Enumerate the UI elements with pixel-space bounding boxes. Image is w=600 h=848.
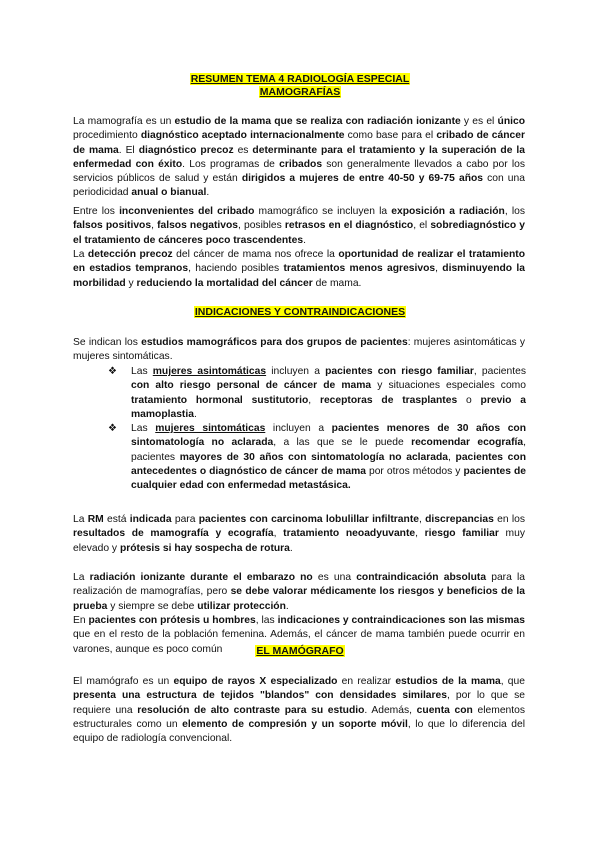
- bold-term: pacientes con carcinoma lobulillar infiltrante: [198, 514, 419, 525]
- bold-term: indicada: [129, 514, 172, 525]
- text-run: ,: [435, 263, 443, 275]
- text-run: de mama.: [312, 277, 362, 289]
- text-run: . Los programas de: [182, 158, 280, 170]
- bold-term: utilizar protección: [197, 600, 286, 612]
- text-run: como base para el: [344, 130, 437, 142]
- intro-paragraph-1: [73, 115, 525, 201]
- bold-term: anual o bianual: [131, 187, 207, 199]
- text-run: Las: [131, 423, 156, 435]
- text-run: . El: [118, 144, 139, 156]
- text-run: ,: [273, 528, 284, 540]
- text-run: , haciendo posibles: [188, 263, 284, 275]
- text-run: procedimiento: [73, 130, 141, 142]
- diamond-bullet-icon: ❖: [108, 423, 117, 435]
- section-heading-mamografo-text: EL MAMÓGRAFO: [256, 645, 344, 657]
- bold-term: elemento de compresión y un soporte móvil: [182, 718, 408, 730]
- text-run: está: [103, 514, 130, 525]
- bold-term: pacientes menores de 30 años con sintomatología no aclarada: [131, 423, 526, 449]
- text-run: , las: [255, 615, 278, 626]
- text-run: , posibles: [238, 220, 285, 232]
- bold-term: con alto riesgo personal de cáncer de mama: [131, 380, 372, 392]
- text-run: Se indican los: [73, 337, 142, 348]
- text-run: y situaciones especiales como: [371, 380, 526, 392]
- text-run: en los: [493, 514, 525, 525]
- bold-term: resultados de mamografía y ecografía: [73, 528, 274, 540]
- text-run: La: [73, 514, 88, 525]
- text-run: .: [303, 234, 306, 246]
- bold-term: previo a mamoplastia: [131, 394, 526, 420]
- text-run: y siempre se debe: [107, 600, 198, 612]
- underlined-term: mujeres asintomáticas: [152, 366, 267, 377]
- text-run: Las: [131, 366, 153, 377]
- text-run: Entre los: [73, 206, 120, 217]
- bold-term: tratamientos menos agresivos: [283, 263, 436, 275]
- bold-term: detección precoz: [87, 249, 173, 260]
- text-run: y: [125, 277, 137, 289]
- bold-term: diagnóstico precoz: [138, 144, 234, 156]
- bold-term: estudio de la mama que se realiza con radiación ionizante: [174, 116, 461, 127]
- text-run: , que: [500, 676, 525, 687]
- text-run: , lo que lo diferencia del equipo de radiología convencional.: [73, 718, 525, 745]
- text-run: incluyen a: [266, 366, 326, 377]
- bold-term: determinante para el tratamiento y la superación de la enfermedad con éxito: [73, 144, 525, 170]
- bold-term: pacientes con prótesis u hombres: [88, 615, 256, 626]
- text-run: elementos estructurales como un: [73, 704, 526, 730]
- text-run: o: [457, 394, 481, 406]
- text-run: es una: [312, 572, 357, 583]
- bold-term: cribados: [279, 158, 323, 170]
- patient-groups-list: [108, 365, 526, 494]
- text-run: La: [73, 572, 90, 583]
- bold-term: retrasos en el diagnóstico: [284, 220, 414, 232]
- bold-term: contraindicación absoluta: [356, 572, 487, 583]
- text-run: , el: [413, 220, 431, 232]
- bold-term: reduciendo la mortalidad del cáncer: [136, 277, 313, 289]
- text-run: ,: [151, 220, 158, 232]
- underlined-term: mujeres sintomáticas: [155, 423, 266, 435]
- list-item-sintomaticas: [108, 422, 526, 493]
- text-run: , los: [504, 206, 526, 217]
- text-run: En: [73, 615, 89, 626]
- bold-term: pacientes con antecedentes o diagnóstico de cáncer de mama: [131, 451, 526, 478]
- text-run: .: [193, 408, 197, 420]
- embarazo-paragraph: [73, 571, 525, 614]
- bold-term: falsos positivos: [73, 220, 152, 232]
- list-item-text: [131, 366, 526, 420]
- text-run: ,: [308, 394, 320, 406]
- bold-term: indicaciones y contraindicaciones son las mismas: [277, 615, 525, 626]
- intro-paragraph-2: [73, 205, 525, 248]
- text-run: muy elevado y: [73, 528, 525, 554]
- bold-term: diagnóstico aceptado internacionalmente: [140, 130, 345, 142]
- text-run: , a las que se le puede: [273, 437, 412, 449]
- bold-term: RM: [87, 514, 104, 525]
- bold-term: prótesis si hay sospecha de rotura: [119, 542, 290, 554]
- bold-term: discrepancias: [425, 514, 494, 525]
- bold-term: tratamiento neoadyuvante: [283, 528, 416, 540]
- text-run: . Además,: [364, 704, 417, 716]
- text-run: .: [289, 542, 293, 554]
- text-run: : mujeres asintomáticas y mujeres sintomáticas.: [73, 337, 525, 363]
- text-run: El mamógrafo es un: [73, 676, 174, 687]
- bold-term: exposición a radiación: [391, 206, 505, 217]
- bold-term: tratamiento hormonal sustitutorio: [131, 394, 309, 406]
- intro-paragraph-3: [73, 248, 525, 291]
- list-item-asintomaticas: [108, 365, 526, 422]
- text-run: es: [233, 144, 253, 156]
- bold-term: radiación ionizante durante el embarazo no: [89, 572, 313, 583]
- text-run: para la realización de mamografías, pero: [73, 572, 525, 598]
- section-heading-mamografo: [0, 645, 600, 658]
- text-run: ,: [448, 451, 456, 463]
- bold-term: equipo de rayos X especializado: [173, 676, 338, 687]
- text-run: del cáncer de mama nos ofrece la: [172, 249, 339, 260]
- bold-term: recomendar ecografía: [411, 437, 524, 449]
- list-item-text: [131, 423, 526, 491]
- text-run: por otros métodos y: [365, 466, 464, 478]
- bold-term: riesgo familiar: [424, 528, 499, 540]
- text-run: en realizar: [337, 676, 396, 687]
- text-run: .: [206, 187, 210, 199]
- text-run: con una periodicidad: [73, 173, 525, 199]
- indicaciones-paragraph-1: [73, 336, 525, 365]
- mamografo-paragraph: [73, 675, 525, 746]
- text-run: La mamografía es un: [73, 116, 175, 127]
- bold-term: pacientes con riesgo familiar: [325, 366, 474, 377]
- section-heading-indicaciones: [0, 306, 600, 319]
- bold-term: receptoras de trasplantes: [319, 394, 458, 406]
- title-line-1: RESUMEN TEMA 4 RADIOLOGÍA ESPECIAL: [190, 73, 410, 85]
- text-run: , por lo que se requiere una: [73, 690, 525, 716]
- text-run: ,: [415, 528, 425, 540]
- bold-term: estudios mamográficos para dos grupos de pacientes: [141, 337, 408, 348]
- text-run: y es el: [460, 116, 498, 127]
- bold-term: se debe valorar médicamente los riesgos y beneficios de la prueba: [73, 586, 525, 612]
- bold-term: dirigidos a mujeres de entre 40-50 y 69-75 años: [241, 173, 483, 185]
- text-run: mamográfico se incluyen la: [254, 206, 392, 217]
- text-run: incluyen a: [265, 423, 332, 435]
- bold-term: sobrediagnóstico y el tratamiento de cánceres poco trascendentes: [73, 220, 525, 246]
- text-run: La: [73, 249, 88, 260]
- bold-term: disminuyendo la morbilidad: [73, 263, 525, 289]
- bold-term: cuenta con: [416, 704, 473, 716]
- bold-term: inconvenientes del cribado: [119, 206, 255, 217]
- text-run: ,: [418, 514, 426, 525]
- title-line-2: MAMOGRAFÍAS: [259, 86, 341, 98]
- text-run: para: [171, 514, 199, 525]
- text-run: son generalmente llevados a cabo por los servicios públicos de salud y están: [73, 158, 526, 185]
- rm-paragraph: [73, 513, 525, 556]
- bold-term: falsos negativos: [157, 220, 238, 232]
- bold-term: único: [497, 116, 526, 127]
- bold-term: estudios de la mama: [395, 676, 501, 687]
- text-run: que en el resto de la población femenina. Además, el cáncer de mama también puede ocurrir en varones, aunque es poco común: [73, 629, 525, 655]
- bold-term: resolución de alto contraste para su estudio: [137, 704, 365, 716]
- section-heading-indicaciones-text: INDICACIONES Y CONTRAINDICACIONES: [194, 306, 406, 318]
- bold-term: mayores de 30 años con sintomatología no aclarada: [179, 451, 449, 463]
- diamond-bullet-icon: ❖: [108, 366, 117, 377]
- bold-term: presenta una estructura de tejidos "blandos" con densidades similares: [73, 690, 447, 702]
- text-run: , pacientes: [131, 437, 526, 463]
- bold-term: pacientes de cualquier edad con enfermedad metastásica.: [131, 466, 526, 492]
- text-run: .: [285, 600, 289, 612]
- bold-term: cribado de cáncer de mama: [73, 130, 525, 156]
- bold-term: oportunidad de realizar el tratamiento en estadios tempranos: [73, 249, 525, 275]
- document-title: [0, 73, 600, 99]
- text-run: , pacientes: [473, 366, 526, 377]
